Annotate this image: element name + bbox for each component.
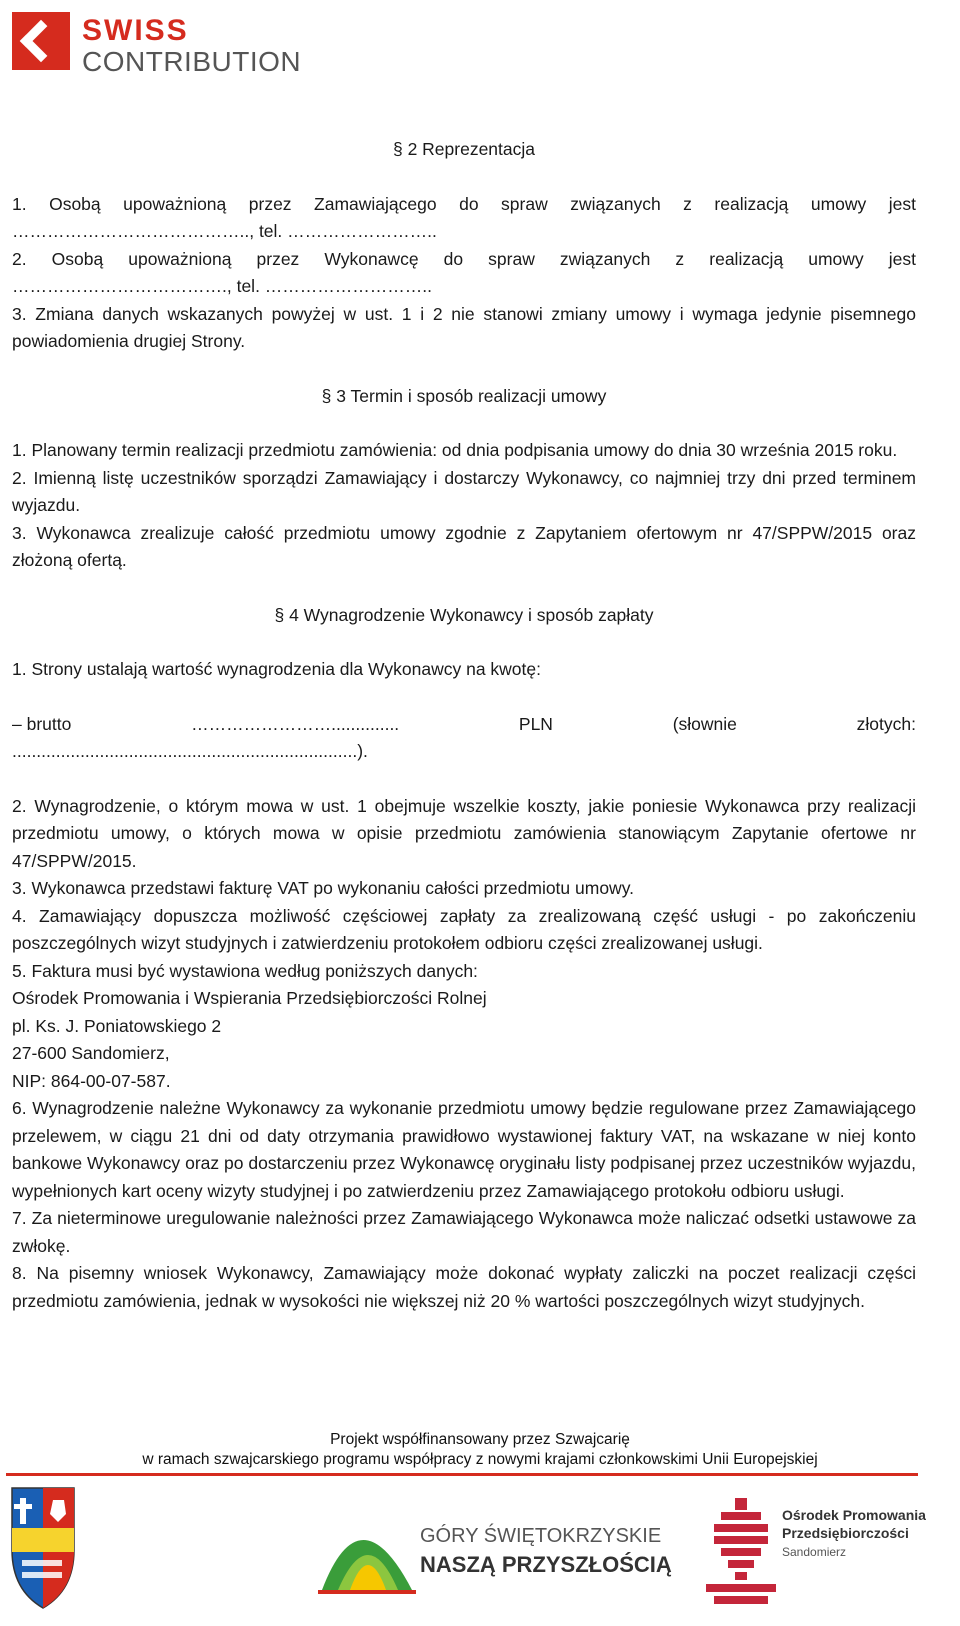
s4-paragraph-3: 3. Wykonawca przedstawi fakturę VAT po wykonaniu całości przedmiotu umowy. xyxy=(12,878,635,898)
s2-paragraph-3: 3. Zmiana danych wskazanych powyżej w ust. 1 i 2 nie stanowi zmiany umowy i wymaga jedynie pisemnego powiadomienia drugiej Strony. xyxy=(12,303,916,351)
logo-line-1: SWISS xyxy=(82,14,189,47)
brutto-zlotych-label: złotych: xyxy=(856,713,916,734)
section-2-title: § 2 Reprezentacja xyxy=(392,139,536,159)
invoice-address-line-1: Ośrodek Promowania i Wspierania Przedsiębiorczości Rolnej xyxy=(12,988,487,1008)
brutto-currency: PLN xyxy=(518,713,553,734)
osrodek-promowania-logo xyxy=(706,1498,926,1604)
s4-paragraph-2: 2. Wynagrodzenie, o którym mowa w ust. 1 obejmuje wszelkie koszty, jakie poniesie Wykonawca przy realizacji przedmiotu umowy, o których mowa w opisie przedmiotu zamówienia stanowiącym Zapytanie ofertowe nr 47/SPPW/2015. xyxy=(12,795,916,871)
gory-logo-line-1: GÓRY ŚWIĘTOKRZYSKIE xyxy=(420,1525,662,1547)
gory-swietokrzyskie-logo xyxy=(318,1523,672,1592)
brutto-words-label: (słownie xyxy=(672,713,737,734)
invoice-nip: NIP: 864-00-07-587. xyxy=(12,1070,171,1091)
s3-paragraph-1: 1. Planowany termin realizacji przedmiotu zamówienia: od dnia podpisania umowy do dnia 30 września 2015 roku. xyxy=(12,440,898,460)
osrodek-logo-line-1: Ośrodek Promowania xyxy=(782,1507,926,1523)
s2-paragraph-1: 1. Osobą upoważnioną przez Zamawiającego do spraw związanych z realizacją umowy jest ………………………………….., tel. …………………….. xyxy=(12,193,916,241)
brutto-row xyxy=(12,711,916,739)
s4-paragraph-6: 6. Wynagrodzenie należne Wykonawcy za wykonanie przedmiotu umowy będzie regulowane przez Zamawiającego przelewem, w ciągu 21 dni od daty otrzymania prawidłowo wystawionej faktury VAT, na wskazane w niej konto bankowe Wykonawcy oraz po dostarczeniu przez Wykonawcę oryginału listy podpisanej przez uczestników wyjazdu, wypełnionych kart oceny wizyty studyjnej i po zatwierdzeniu przez Zamawiającego protokołu odbioru usługi. xyxy=(12,1098,916,1201)
footer-line-2: w ramach szwajcarskiego programu współpracy z nowymi krajami członkowskimi Unii Europejskiej xyxy=(142,1451,818,1468)
swiss-logo-mark-icon xyxy=(12,12,70,70)
osrodek-logo-line-3: Sandomierz xyxy=(782,1545,847,1559)
gory-logo-line-2: NASZĄ PRZYSZŁOŚCIĄ xyxy=(420,1552,672,1577)
document-body xyxy=(12,136,916,1315)
invoice-address-line-3: 27-600 Sandomierz, xyxy=(12,1043,170,1063)
brutto-amount-blank: …………………….............. xyxy=(191,713,400,734)
s4-paragraph-4: 4. Zamawiający dopuszcza możliwość częściowej zapłaty za zrealizowaną część usługi - po zakończeniu poszczególnych wizyt studyjnych i zatwierdzeniu protokołem odbioru części zrealizowanej usługi. xyxy=(12,905,916,953)
coat-of-arms-icon xyxy=(12,1488,74,1608)
footer-text xyxy=(0,1430,960,1470)
swiss-contribution-logo xyxy=(12,12,302,82)
invoice-address-line-2: pl. Ks. J. Poniatowskiego 2 xyxy=(12,1015,222,1036)
s4-paragraph-1: 1. Strony ustalają wartość wynagrodzenia dla Wykonawcy na kwotę: xyxy=(12,659,541,679)
section-3-title: § 3 Termin i sposób realizacji umowy xyxy=(321,385,607,406)
logo-line-2: CONTRIBUTION xyxy=(82,46,302,77)
s2-paragraph-2: 2. Osobą upoważnioną przez Wykonawcę do spraw związanych z realizacją umowy jest ………………………………., tel. ……………………….. xyxy=(12,248,916,296)
brutto-words-blank: .......................................................................). xyxy=(12,741,368,761)
s4-paragraph-8: 8. Na pisemny wniosek Wykonawcy, Zamawiający może dokonać wypłaty zaliczki na poczet realizacji części przedmiotu zamówienia, jednak w wysokości nie większej niż 20 % wartości poszczególnych wizyt studyjnych. xyxy=(12,1263,916,1311)
s3-paragraph-2: 2. Imienną listę uczestników sporządzi Zamawiający i dostarczy Wykonawcy, co najmniej trzy dni przed terminem wyjazdu. xyxy=(12,467,916,515)
osrodek-logo-line-2: Przedsiębiorczości xyxy=(782,1525,909,1541)
brutto-label: – brutto xyxy=(12,713,72,734)
footer-divider xyxy=(6,1473,918,1476)
s3-paragraph-3: 3. Wykonawca zrealizuje całość przedmiotu umowy zgodnie z Zapytaniem ofertowym nr 47/SPPW/2015 oraz złożoną ofertą. xyxy=(12,522,916,570)
s4-paragraph-5: 5. Faktura musi być wystawiona według poniższych danych: xyxy=(12,960,478,981)
partner-logos xyxy=(0,1480,960,1620)
s4-paragraph-7: 7. Za nieterminowe uregulowanie należności przez Zamawiającego Wykonawca może naliczać odsetki ustawowe za zwłokę. xyxy=(12,1208,916,1256)
section-4-title: § 4 Wynagrodzenie Wykonawcy i sposób zapłaty xyxy=(274,604,654,625)
footer-line-1: Projekt współfinansowany przez Szwajcarię xyxy=(330,1431,630,1448)
